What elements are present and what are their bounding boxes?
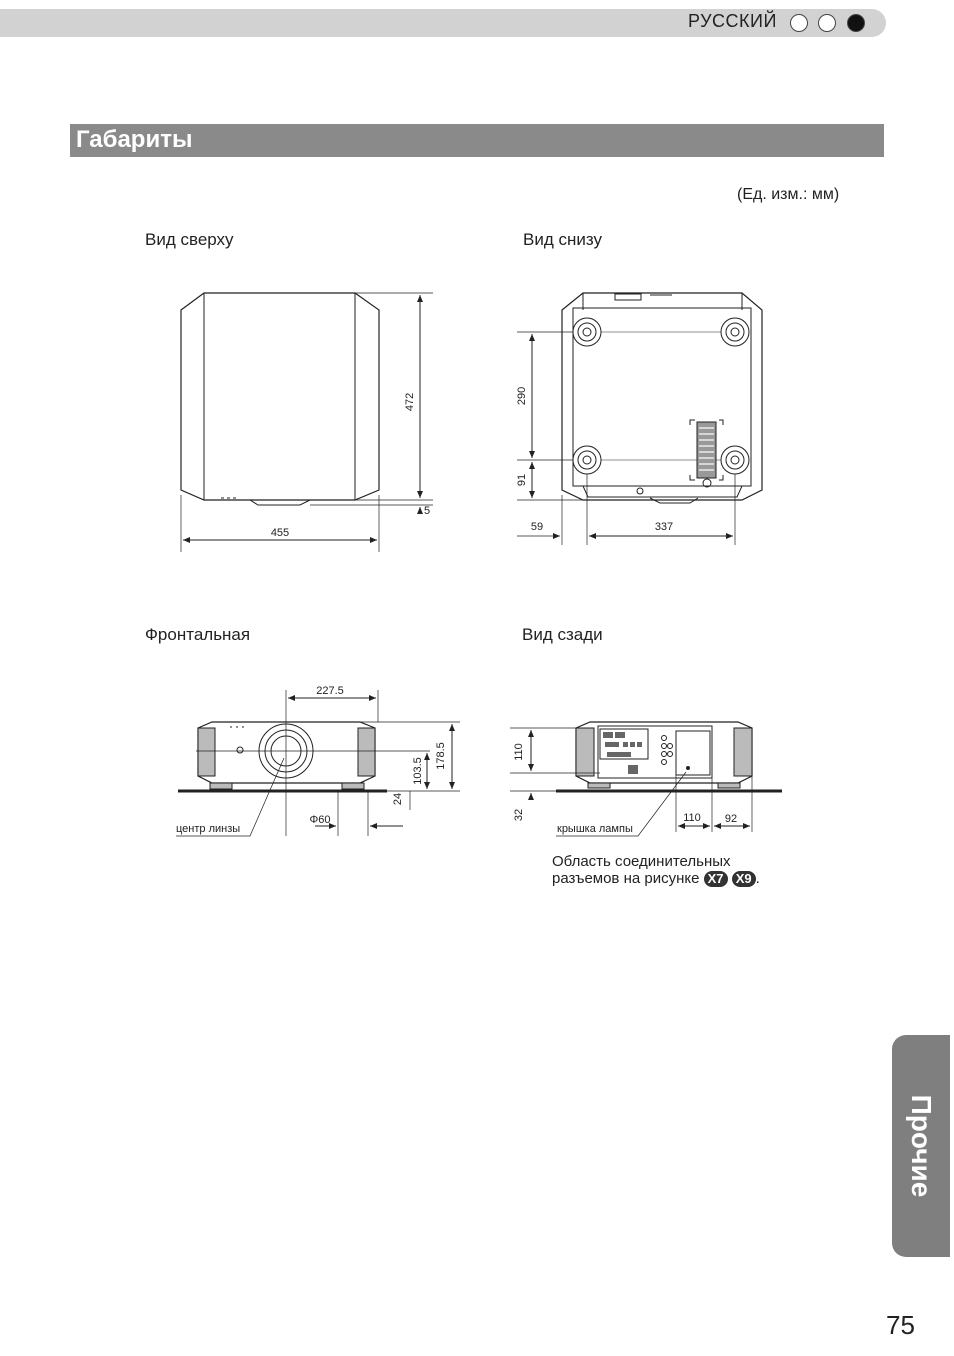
front-view-label: Фронтальная xyxy=(145,625,251,644)
bottom-view-label: Вид снизу xyxy=(523,230,602,249)
rear-note-end: . xyxy=(755,870,760,887)
top-dim-height: 472 xyxy=(404,392,416,412)
section-title: Габариты xyxy=(76,126,193,153)
front-dim-foot: 24 xyxy=(392,792,404,806)
unit-note: (Ед. изм.: мм) xyxy=(737,186,840,203)
page-number: 75 xyxy=(886,1310,915,1340)
rear-note-line2: разъемов на рисунке xyxy=(552,870,700,887)
front-dim-lens-x: 227.5 xyxy=(316,685,344,697)
rear-dim-w1: 110 xyxy=(683,812,701,824)
rear-dim-h1: 110 xyxy=(513,743,525,761)
top-view-label: Вид сверху xyxy=(145,230,234,249)
front-dim-lens-h: 103.5 xyxy=(412,757,424,785)
front-dim-total-h: 178.5 xyxy=(435,742,447,770)
front-lens-center-label: центр линзы xyxy=(176,823,241,835)
bottom-view-drawing xyxy=(517,293,762,545)
front-dim-lens-d: Φ60 xyxy=(309,814,331,826)
bottom-dim-h1: 59 xyxy=(530,521,544,533)
rear-dim-w2: 92 xyxy=(724,813,738,825)
language-label: РУССКИЙ xyxy=(688,11,777,31)
badge-x7: X7 xyxy=(704,871,728,887)
rear-connector-note xyxy=(552,853,760,887)
top-dim-offset: 5 xyxy=(424,505,431,517)
top-view-drawing xyxy=(181,293,433,552)
rear-note-line1: Область соединительных xyxy=(552,853,731,870)
rear-lamp-cover-label: крышка лампы xyxy=(557,823,633,835)
rear-note-line2-wrap xyxy=(552,870,760,887)
bottom-dim-h2: 337 xyxy=(654,521,674,533)
rear-view-label: Вид сзади xyxy=(522,625,603,644)
top-dim-width: 455 xyxy=(270,527,290,539)
rear-view-drawing xyxy=(510,722,782,836)
bottom-dim-v1: 290 xyxy=(516,386,528,406)
bottom-dim-v2: 91 xyxy=(516,473,528,487)
badge-x9: X9 xyxy=(732,871,756,887)
side-tab-label: Прочие xyxy=(906,1094,937,1198)
rear-dim-h2: 32 xyxy=(513,808,525,822)
